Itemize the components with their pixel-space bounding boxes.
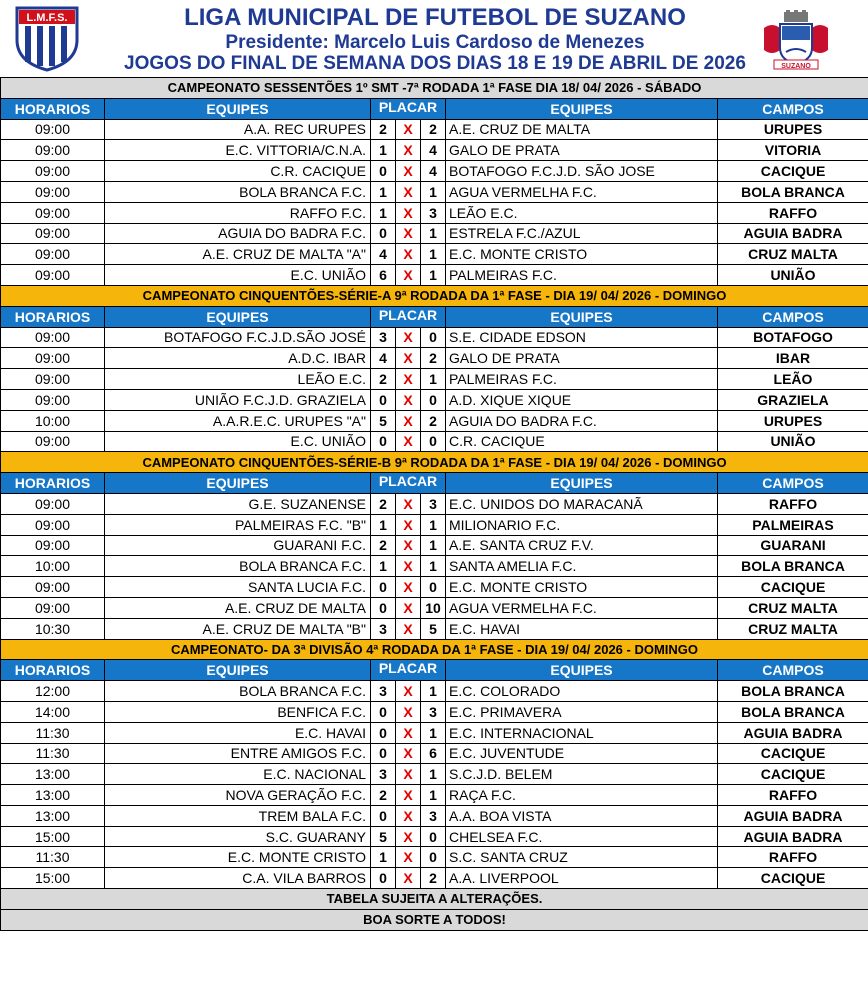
away-score: 1 (421, 369, 446, 390)
versus-mark: X (396, 140, 421, 161)
versus-mark: X (396, 847, 421, 868)
home-score: 0 (371, 701, 396, 722)
game-time: 15:00 (1, 868, 105, 889)
home-score: 2 (371, 535, 396, 556)
game-time: 11:30 (1, 847, 105, 868)
home-score: 0 (371, 431, 396, 452)
versus-mark: X (396, 431, 421, 452)
section-title: CAMPEONATO- DA 3ª DIVISÃO 4ª RODADA DA 1ª FASE - DIA 19/ 04/ 2026 - DOMINGO (1, 639, 868, 660)
game-time: 09:00 (1, 223, 105, 244)
game-field: CACIQUE (718, 743, 868, 764)
away-score: 1 (421, 223, 446, 244)
column-header-row (1, 473, 868, 494)
versus-mark: X (396, 223, 421, 244)
game-row (1, 140, 868, 161)
game-row (1, 223, 868, 244)
col-campos: CAMPOS (718, 473, 868, 494)
away-score: 3 (421, 805, 446, 826)
game-time: 09:00 (1, 535, 105, 556)
away-score: 1 (421, 722, 446, 743)
game-field: RAFFO (718, 493, 868, 514)
home-score: 2 (371, 119, 396, 140)
game-time: 10:00 (1, 410, 105, 431)
game-row (1, 722, 868, 743)
away-team: A.A. BOA VISTA (446, 805, 718, 826)
versus-mark: X (396, 348, 421, 369)
game-time: 09:00 (1, 161, 105, 182)
lmfs-shield-logo (13, 6, 81, 72)
versus-mark: X (396, 181, 421, 202)
away-score: 1 (421, 681, 446, 702)
col-equipes-away: EQUIPES (446, 473, 718, 494)
game-time: 10:00 (1, 556, 105, 577)
home-score: 4 (371, 244, 396, 265)
home-score: 0 (371, 389, 396, 410)
game-time: 11:30 (1, 743, 105, 764)
game-time: 15:00 (1, 826, 105, 847)
versus-mark: X (396, 327, 421, 348)
versus-mark: X (396, 202, 421, 223)
footer-row (1, 909, 868, 930)
game-field: CACIQUE (718, 161, 868, 182)
section-title: CAMPEONATO SESSENTÕES 1º SMT -7ª RODADA 1ª FASE DIA 18/ 04/ 2026 - SÁBADO (1, 78, 868, 99)
game-time: 09:00 (1, 327, 105, 348)
game-row (1, 597, 868, 618)
game-row (1, 431, 868, 452)
game-field: VITORIA (718, 140, 868, 161)
away-score: 5 (421, 618, 446, 639)
game-field: UNIÃO (718, 265, 868, 286)
game-field: GUARANI (718, 535, 868, 556)
game-time: 11:30 (1, 722, 105, 743)
versus-mark: X (396, 701, 421, 722)
game-field: IBAR (718, 348, 868, 369)
away-score: 2 (421, 119, 446, 140)
col-equipes-home: EQUIPES (105, 473, 371, 494)
versus-mark: X (396, 161, 421, 182)
away-score: 1 (421, 244, 446, 265)
away-team: A.E. CRUZ DE MALTA (446, 119, 718, 140)
home-team: A.E. CRUZ DE MALTA "A" (105, 244, 371, 265)
home-score: 0 (371, 743, 396, 764)
game-row (1, 535, 868, 556)
home-team: E.C. UNIÃO (105, 265, 371, 286)
away-score: 0 (421, 389, 446, 410)
versus-mark: X (396, 764, 421, 785)
col-campos: CAMPOS (718, 98, 868, 119)
game-row (1, 764, 868, 785)
away-score: 4 (421, 140, 446, 161)
game-field: UNIÃO (718, 431, 868, 452)
game-time: 09:00 (1, 369, 105, 390)
versus-mark: X (396, 244, 421, 265)
footer-greeting: BOA SORTE A TODOS! (1, 909, 868, 930)
away-team: A.A. LIVERPOOL (446, 868, 718, 889)
col-horarios: HORARIOS (1, 473, 105, 494)
away-team: A.E. SANTA CRUZ F.V. (446, 535, 718, 556)
section-title-row (1, 639, 868, 660)
versus-mark: X (396, 265, 421, 286)
home-team: E.C. UNIÃO (105, 431, 371, 452)
away-team: S.C.J.D. BELEM (446, 764, 718, 785)
col-placar: PLACAR (371, 660, 446, 681)
away-team: ESTRELA F.C./AZUL (446, 223, 718, 244)
versus-mark: X (396, 514, 421, 535)
game-row (1, 202, 868, 223)
game-row (1, 493, 868, 514)
away-score: 2 (421, 868, 446, 889)
col-placar: PLACAR (371, 98, 446, 119)
home-score: 0 (371, 161, 396, 182)
away-score: 10 (421, 597, 446, 618)
president-line: Presidente: Marcelo Luis Cardoso de Menezes (225, 32, 645, 53)
away-score: 3 (421, 493, 446, 514)
home-team: A.E. CRUZ DE MALTA "B" (105, 618, 371, 639)
home-team: RAFFO F.C. (105, 202, 371, 223)
away-score: 6 (421, 743, 446, 764)
game-field: AGUIA BADRA (718, 805, 868, 826)
game-field: BOLA BRANCA (718, 681, 868, 702)
home-score: 3 (371, 618, 396, 639)
versus-mark: X (396, 410, 421, 431)
game-field: CRUZ MALTA (718, 244, 868, 265)
home-score: 3 (371, 327, 396, 348)
game-field: CACIQUE (718, 868, 868, 889)
game-time: 13:00 (1, 785, 105, 806)
game-row (1, 868, 868, 889)
away-team: BOTAFOGO F.C.J.D. SÃO JOSE (446, 161, 718, 182)
home-team: BOTAFOGO F.C.J.D.SÃO JOSÉ (105, 327, 371, 348)
home-team: E.C. HAVAI (105, 722, 371, 743)
game-field: URUPES (718, 410, 868, 431)
away-team: AGUA VERMELHA F.C. (446, 597, 718, 618)
col-equipes-away: EQUIPES (446, 660, 718, 681)
home-score: 0 (371, 722, 396, 743)
away-score: 0 (421, 847, 446, 868)
away-team: GALO DE PRATA (446, 348, 718, 369)
home-score: 1 (371, 847, 396, 868)
footer-row (1, 889, 868, 910)
col-equipes-home: EQUIPES (105, 660, 371, 681)
game-time: 10:30 (1, 618, 105, 639)
versus-mark: X (396, 826, 421, 847)
away-team: C.R. CACIQUE (446, 431, 718, 452)
home-score: 6 (371, 265, 396, 286)
home-score: 1 (371, 514, 396, 535)
home-score: 1 (371, 181, 396, 202)
column-header-row (1, 98, 868, 119)
home-team: A.A. REC URUPES (105, 119, 371, 140)
section-title-row (1, 452, 868, 473)
away-team: PALMEIRAS F.C. (446, 369, 718, 390)
away-score: 1 (421, 514, 446, 535)
versus-mark: X (396, 722, 421, 743)
away-score: 2 (421, 410, 446, 431)
game-field: RAFFO (718, 847, 868, 868)
home-score: 0 (371, 597, 396, 618)
game-field: LEÃO (718, 369, 868, 390)
game-time: 09:00 (1, 265, 105, 286)
away-score: 1 (421, 535, 446, 556)
away-team: RAÇA F.C. (446, 785, 718, 806)
home-team: AGUIA DO BADRA F.C. (105, 223, 371, 244)
home-team: E.C. VITTORIA/C.N.A. (105, 140, 371, 161)
col-campos: CAMPOS (718, 660, 868, 681)
home-score: 4 (371, 348, 396, 369)
home-team: SANTA LUCIA F.C. (105, 577, 371, 598)
home-team: C.R. CACIQUE (105, 161, 371, 182)
away-score: 3 (421, 701, 446, 722)
versus-mark: X (396, 556, 421, 577)
suzano-crest-logo (760, 10, 832, 70)
col-horarios: HORARIOS (1, 306, 105, 327)
games-table (0, 77, 868, 931)
home-score: 2 (371, 369, 396, 390)
away-score: 3 (421, 202, 446, 223)
game-field: AGUIA BADRA (718, 223, 868, 244)
home-team: E.C. MONTE CRISTO (105, 847, 371, 868)
home-team: BOLA BRANCA F.C. (105, 556, 371, 577)
page-subtitle: JOGOS DO FINAL DE SEMANA DOS DIAS 18 E 19 DE ABRIL DE 2026 (124, 53, 746, 74)
game-row (1, 826, 868, 847)
away-score: 0 (421, 327, 446, 348)
versus-mark: X (396, 493, 421, 514)
away-score: 4 (421, 161, 446, 182)
game-time: 09:00 (1, 514, 105, 535)
section-title-row (1, 78, 868, 99)
column-header-row (1, 306, 868, 327)
game-row (1, 369, 868, 390)
home-team: TREM BALA F.C. (105, 805, 371, 826)
game-field: CACIQUE (718, 764, 868, 785)
home-team: GUARANI F.C. (105, 535, 371, 556)
game-row (1, 161, 868, 182)
header (0, 0, 868, 77)
game-field: AGUIA BADRA (718, 722, 868, 743)
home-team: UNIÃO F.C.J.D. GRAZIELA (105, 389, 371, 410)
home-team: A.E. CRUZ DE MALTA (105, 597, 371, 618)
versus-mark: X (396, 597, 421, 618)
game-time: 14:00 (1, 701, 105, 722)
home-score: 1 (371, 202, 396, 223)
game-time: 09:00 (1, 140, 105, 161)
away-team: E.C. COLORADO (446, 681, 718, 702)
logo-text: L.M.F.S. (26, 12, 68, 24)
versus-mark: X (396, 785, 421, 806)
column-header-row (1, 660, 868, 681)
col-equipes-away: EQUIPES (446, 98, 718, 119)
col-campos: CAMPOS (718, 306, 868, 327)
section-title: CAMPEONATO CINQUENTÕES-SÉRIE-A 9ª RODADA DA 1ª FASE - DIA 19/ 04/ 2026 - DOMINGO (1, 285, 868, 306)
away-team: E.C. PRIMAVERA (446, 701, 718, 722)
game-field: AGUIA BADRA (718, 826, 868, 847)
away-team: MILIONARIO F.C. (446, 514, 718, 535)
away-team: S.E. CIDADE EDSON (446, 327, 718, 348)
game-field: BOTAFOGO (718, 327, 868, 348)
game-time: 09:00 (1, 202, 105, 223)
away-score: 1 (421, 181, 446, 202)
footer-note: TABELA SUJEITA A ALTERAÇÕES. (1, 889, 868, 910)
col-horarios: HORARIOS (1, 660, 105, 681)
game-row (1, 618, 868, 639)
game-row (1, 244, 868, 265)
away-score: 1 (421, 764, 446, 785)
game-row (1, 389, 868, 410)
game-time: 09:00 (1, 181, 105, 202)
versus-mark: X (396, 805, 421, 826)
section-title: CAMPEONATO CINQUENTÕES-SÉRIE-B 9ª RODADA DA 1ª FASE - DIA 19/ 04/ 2026 - DOMINGO (1, 452, 868, 473)
game-row (1, 577, 868, 598)
home-score: 3 (371, 764, 396, 785)
home-score: 0 (371, 805, 396, 826)
versus-mark: X (396, 868, 421, 889)
home-score: 5 (371, 410, 396, 431)
game-row (1, 265, 868, 286)
versus-mark: X (396, 577, 421, 598)
game-time: 09:00 (1, 431, 105, 452)
home-score: 3 (371, 681, 396, 702)
home-team: A.A.R.E.C. URUPES "A" (105, 410, 371, 431)
home-team: BOLA BRANCA F.C. (105, 181, 371, 202)
game-time: 13:00 (1, 805, 105, 826)
away-team: E.C. MONTE CRISTO (446, 244, 718, 265)
game-time: 09:00 (1, 597, 105, 618)
game-time: 09:00 (1, 119, 105, 140)
game-field: CRUZ MALTA (718, 618, 868, 639)
away-score: 1 (421, 785, 446, 806)
home-score: 0 (371, 577, 396, 598)
versus-mark: X (396, 618, 421, 639)
game-row (1, 847, 868, 868)
game-field: BOLA BRANCA (718, 701, 868, 722)
game-time: 13:00 (1, 764, 105, 785)
game-time: 09:00 (1, 244, 105, 265)
col-equipes-home: EQUIPES (105, 98, 371, 119)
home-team: ENTRE AMIGOS F.C. (105, 743, 371, 764)
game-row (1, 410, 868, 431)
game-row (1, 785, 868, 806)
col-placar: PLACAR (371, 473, 446, 494)
away-score: 0 (421, 577, 446, 598)
away-team: CHELSEA F.C. (446, 826, 718, 847)
away-team: E.C. JUVENTUDE (446, 743, 718, 764)
away-team: SANTA AMELIA F.C. (446, 556, 718, 577)
away-team: AGUA VERMELHA F.C. (446, 181, 718, 202)
home-team: LEÃO E.C. (105, 369, 371, 390)
game-row (1, 327, 868, 348)
col-horarios: HORARIOS (1, 98, 105, 119)
game-time: 09:00 (1, 577, 105, 598)
home-score: 2 (371, 785, 396, 806)
home-team: E.C. NACIONAL (105, 764, 371, 785)
game-field: CACIQUE (718, 577, 868, 598)
col-equipes-away: EQUIPES (446, 306, 718, 327)
col-equipes-home: EQUIPES (105, 306, 371, 327)
home-score: 1 (371, 556, 396, 577)
home-team: NOVA GERAÇÃO F.C. (105, 785, 371, 806)
game-time: 09:00 (1, 493, 105, 514)
game-row (1, 556, 868, 577)
away-team: AGUIA DO BADRA F.C. (446, 410, 718, 431)
home-score: 1 (371, 140, 396, 161)
versus-mark: X (396, 743, 421, 764)
game-field: RAFFO (718, 202, 868, 223)
home-score: 0 (371, 223, 396, 244)
game-time: 09:00 (1, 389, 105, 410)
away-team: E.C. HAVAI (446, 618, 718, 639)
away-score: 1 (421, 556, 446, 577)
game-row (1, 701, 868, 722)
versus-mark: X (396, 681, 421, 702)
section-title-row (1, 285, 868, 306)
crest-text: SUZANO (781, 63, 811, 70)
game-field: BOLA BRANCA (718, 181, 868, 202)
away-score: 0 (421, 431, 446, 452)
game-row (1, 743, 868, 764)
game-field: CRUZ MALTA (718, 597, 868, 618)
versus-mark: X (396, 389, 421, 410)
home-team: C.A. VILA BARROS (105, 868, 371, 889)
versus-mark: X (396, 369, 421, 390)
game-row (1, 514, 868, 535)
home-team: G.E. SUZANENSE (105, 493, 371, 514)
home-team: PALMEIRAS F.C. "B" (105, 514, 371, 535)
away-team: A.D. XIQUE XIQUE (446, 389, 718, 410)
versus-mark: X (396, 119, 421, 140)
game-row (1, 805, 868, 826)
game-field: RAFFO (718, 785, 868, 806)
away-score: 2 (421, 348, 446, 369)
game-row (1, 119, 868, 140)
home-team: BENFICA F.C. (105, 701, 371, 722)
game-row (1, 181, 868, 202)
away-team: S.C. SANTA CRUZ (446, 847, 718, 868)
game-row (1, 681, 868, 702)
game-field: BOLA BRANCA (718, 556, 868, 577)
away-score: 0 (421, 826, 446, 847)
away-team: E.C. MONTE CRISTO (446, 577, 718, 598)
home-score: 5 (371, 826, 396, 847)
home-team: S.C. GUARANY (105, 826, 371, 847)
page-title: LIGA MUNICIPAL DE FUTEBOL DE SUZANO (184, 4, 686, 31)
home-team: BOLA BRANCA F.C. (105, 681, 371, 702)
game-field: GRAZIELA (718, 389, 868, 410)
home-score: 2 (371, 493, 396, 514)
col-placar: PLACAR (371, 306, 446, 327)
game-time: 12:00 (1, 681, 105, 702)
game-row (1, 348, 868, 369)
away-team: E.C. INTERNACIONAL (446, 722, 718, 743)
away-team: E.C. UNIDOS DO MARACANÃ (446, 493, 718, 514)
away-team: PALMEIRAS F.C. (446, 265, 718, 286)
versus-mark: X (396, 535, 421, 556)
home-score: 0 (371, 868, 396, 889)
game-field: PALMEIRAS (718, 514, 868, 535)
away-team: GALO DE PRATA (446, 140, 718, 161)
away-team: LEÃO E.C. (446, 202, 718, 223)
home-team: A.D.C. IBAR (105, 348, 371, 369)
game-field: URUPES (718, 119, 868, 140)
away-score: 1 (421, 265, 446, 286)
game-time: 09:00 (1, 348, 105, 369)
